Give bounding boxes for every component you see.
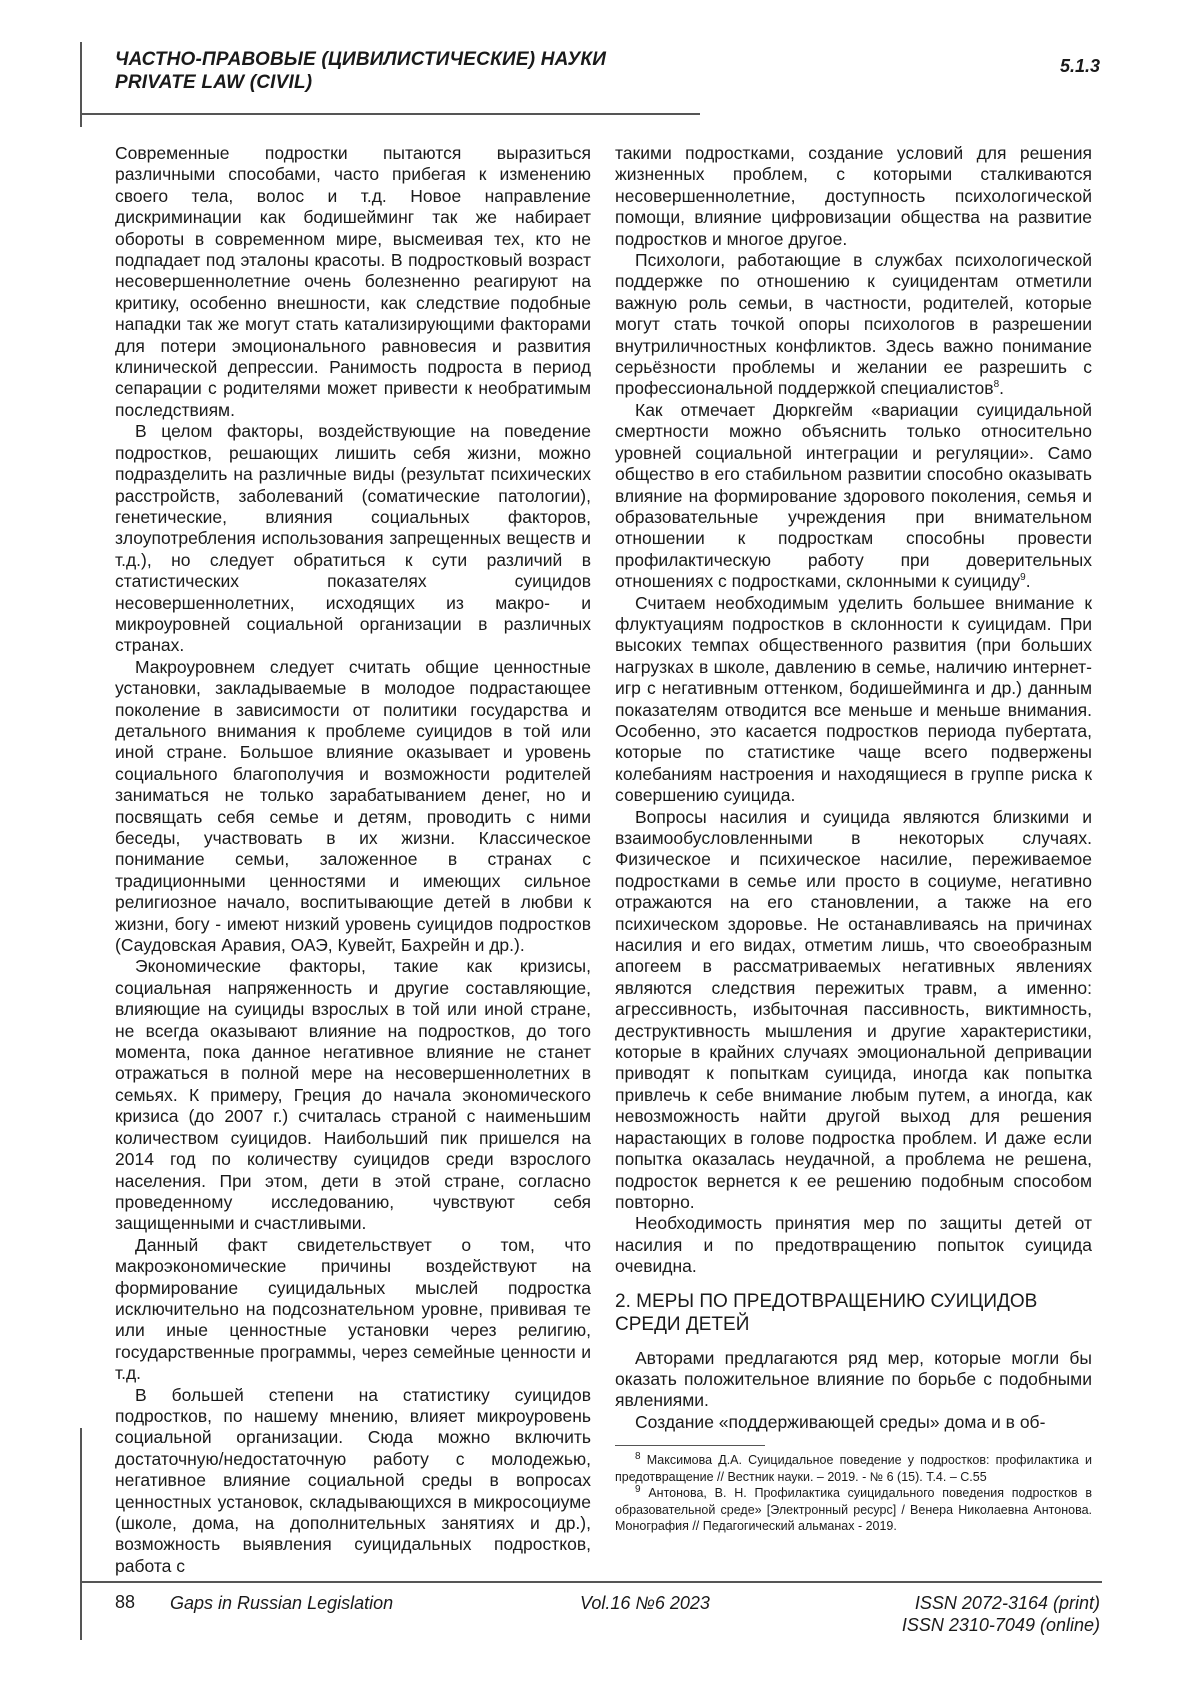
footnote [615,1452,1092,1485]
paragraph-text: Психологи, работающие в службах психологической поддержке по отношению к суицидентам отметили важную роль семьи, в частности, родителей, которые могут стать точкой опоры психологов в разрешении внутриличностных конфликтов. Здесь важно понимание серьёзности проблемы и желании ее разрешить с профессиональной поддержкой специалистов [615,250,1092,399]
header-title-ru: ЧАСТНО-ПРАВОВЫЕ (ЦИВИЛИСТИЧЕСКИЕ) НАУКИ [115,49,607,70]
footnote-ref[interactable]: 9 [1020,572,1026,584]
running-header [115,48,606,94]
footer-horizontal-rule [80,1581,1102,1583]
paragraph: В большей степени на статистику суицидов подростков, по нашему мнению, влияет микроуровень социальной организации. Сюда можно включить достаточную/недостаточную работу с молодежью, негативное влияние социальной среды в вопросах ценностных установок, складывающихся в микросоциуме (школе, дома, на дополнительных занятиях и др.), возможность выявления суицидальных подростков, работа с [115,1384,591,1576]
journal-name: Gaps in Russian Legislation [170,1593,394,1613]
paragraph: Данный факт свидетельствует о том, что макроэкономические причины воздействуют на формирование суицидальных мыслей подростка исключительно на подсознательном уровне, прививая те или иные ценностные установки через религию, государственные программы, через семейные ценности и т.д. [115,1234,591,1384]
header-horizontal-rule [80,113,700,115]
issn-print: ISSN 2072-3164 (print) [914,1593,1100,1613]
footnote-number: 8 [635,1451,641,1462]
paragraph: такими подростками, создание условий для решения жизненных проблем, с которыми сталкиваются несовершеннолетние, доступность психологической помощи, влияние цифровизации общества на развитие подростков и многое другое. [615,143,1092,249]
specialty-code: 5.1.3 [1059,56,1100,76]
footnote [615,1485,1092,1535]
issn-block [902,1592,1100,1636]
paragraph: Экономические факторы, такие как кризисы, социальная напряженность и другие составляющие, влияющие на суициды взрослых в той или иной стране, не всегда оказывают влияние на подростков, до того момента, пока данное негативное влияние не станет отражаться в полной мере на несовершеннолетних в семьях. К примеру, Греция до начала экономического кризиса (до 2007 г.) считалась страной с наименьшим количеством суицидов. Наибольший пик пришелся на 2014 год по количеству суицидов среди взрослого населения. При этом, дети в этой стране, согласно проведенному исследованию, чувствуют себя защищенными и счастливыми. [115,956,591,1234]
paragraph: Психологи, работающие в службах психологической поддержке по отношению к суицидентам отметили важную роль семьи, в частности, родителей, которые могут стать точкой опоры психологов в разрешении внутриличностных конфликтов. Здесь важно понимание серьёзности проблемы и желании ее разрешить с профессиональной поддержкой специалистов$^8$. [615,250,1092,399]
footnote-number: 9 [635,1484,641,1495]
section-heading: 2. МЕРЫ ПО ПРЕДОТВРАЩЕНИЮ СУИЦИДОВ СРЕДИ ДЕТЕЙ [615,1290,1038,1335]
footnote-ref[interactable]: 8 [993,379,1000,391]
volume-issue: Vol.16 №6 2023 [580,1593,710,1613]
paragraph: Как отмечает Дюркгейм «вариации суицидальной смертности можно объяснить только относительно уровней социальной интеграции и регуляции». Само общество в его стабильном развитии способно оказывать влияние на формирование здорового поколения, семья и образовательные учреждения при внимательном отношении к подросткам способны провести профилактическую работу при доверительных отношениях с подростками, склонными к суициду$^9$. [615,399,1092,592]
right-column [615,143,1092,1535]
paragraph-text: Как отмечает Дюркгейм «вариации суицидальной смертности можно объяснить только относительно уровней социальной интеграции и регуляции». Само общество в его стабильном развитии способно оказывать влияние на формирование здорового поколения, семья и образовательные учреждения при внимательном отношении к подросткам способны провести профилактическую работу при доверительных отношениях с подростками, склонными к суициду [615,399,1092,592]
paragraph: Необходимость принятия мер по защиты детей от насилия и по предотвращению попыток суицида очевидна. [615,1213,1092,1277]
paragraph: Создание «поддерживающей среды» дома и в об- [635,1411,1046,1432]
paragraph: Считаем необходимым уделить большее внимание к флуктуациям подростков в склонности к суицидам. При высоких темпах общественного развития (при больших нагрузках в школе, давлению в семье, наличию интернет-игр с негативным оттенком, бодишейминга и др.) данным показателям отводится все меньше и меньше внимания. Особенно, это касается подростков периода пубертата, которые по статистике чаще всего подвержены колебаниям настроения и находящиеся в группе риска к совершению суицида. [615,592,1092,806]
footer-vertical-rule [80,1428,82,1640]
paragraph: В целом факторы, воздействующие на поведение подростков, решающих лишить себя жизни, можно подразделить на различные виды (результат психических расстройств, заболеваний (соматические патологии), генетические, влияния социальных факторов, злоупотребления использования запрещенных веществ и т.д.), но следует обратиться к сути различий в статистических показателях суицидов несовершеннолетних, исходящих из макро- и микроуровней социальной организации в различных странах. [115,421,591,656]
paragraph: Макроуровнем следует считать общие ценностные установки, закладываемые в молодое подрастающее поколение в зависимости от политики государства и детального внимания к проблеме суицидов в той или иной стране. Большое влияние оказывает и уровень социального благополучия и возможности родителей заниматься не только зарабатыванием денег, но и посвящать себя семье и детям, проводить с ними беседы, участвовать в их жизни. Классическое понимание семьи, заложенное в странах с традиционными ценностями и имеющих сильное религиозное начало, воспитывающие детей в любви к жизни, богу - имеют низкий уровень суицидов подростков (Саудовская Аравия, ОАЭ, Кувейт, Бахрейн и др.). [115,656,591,956]
paragraph: Авторами предлагаются ряд мер, которые могли бы оказать положительное влияние по борьбе с подобными явлениями. [615,1347,1092,1411]
footnote-text: Антонова, В. Н. Профилактика суицидального поведения подростков в образовательной среде» [Электронный ресурс] / Венера Николаевна Антонова. Монография // Педагогический альманах - 2019. [615,1486,1092,1534]
issn-online: ISSN 2310-7049 (online) [901,1615,1100,1635]
header-title-en: PRIVATE LAW (CIVIL) [115,72,313,93]
left-column [115,143,591,1577]
footnote-text: Максимова Д.А. Суицидальное поведение у подростков: профилактика и предотвращение // Вестник науки. – 2019. - № 6 (15). Т.4. – С.55 [615,1453,1092,1484]
paragraph: Современные подростки пытаются выразиться различными способами, часто прибегая к изменению своего тела, волос и т.д. Новое направление дискриминации как бодишейминг так же набирает обороты в современном мире, высмеивая тех, кто не подпадает под эталоны красоты. В подростковый возраст несовершеннолетние очень болезненно реагируют на критику, особенно внешности, как следствие подобные нападки так же могут стать катализирующими факторами для потери эмоционального равновесия и развития клинической депрессии. Ранимость подроста в период сепарации с родителями может привести к необратимым последствиям. [115,143,591,420]
footnote-separator [615,1445,765,1446]
paragraph: Вопросы насилия и суицида являются близкими и взаимообусловленными в некоторых случаях. Физическое и психическое насилие, переживаемое подростками в семье или просто в социуме, негативно отражаются на его становлении, а также на его психическом здоровье. Не останавливаясь на причинах насилия и его видах, отметим лишь, что своеобразным апогеем в рассматриваемых негативных явлениях являются следствия пережитых травм, а именно: агрессивность, избыточная пассивность, виктимность, деструктивность мышления и другие характеристики, которые в крайних случаях эмоциональной депривации приводят к попыткам суицида, иногда как попытка привлечь к себе внимание любым путем, а иногда, как невозможность найти другой выход для решения нарастающих в голове подростка проблем. И даже если попытка оказалась неудачной, а проблема не решена, подросток вернется к ее решению подобным способом повторно. [615,806,1092,1212]
page-number: 88 [115,1592,136,1612]
